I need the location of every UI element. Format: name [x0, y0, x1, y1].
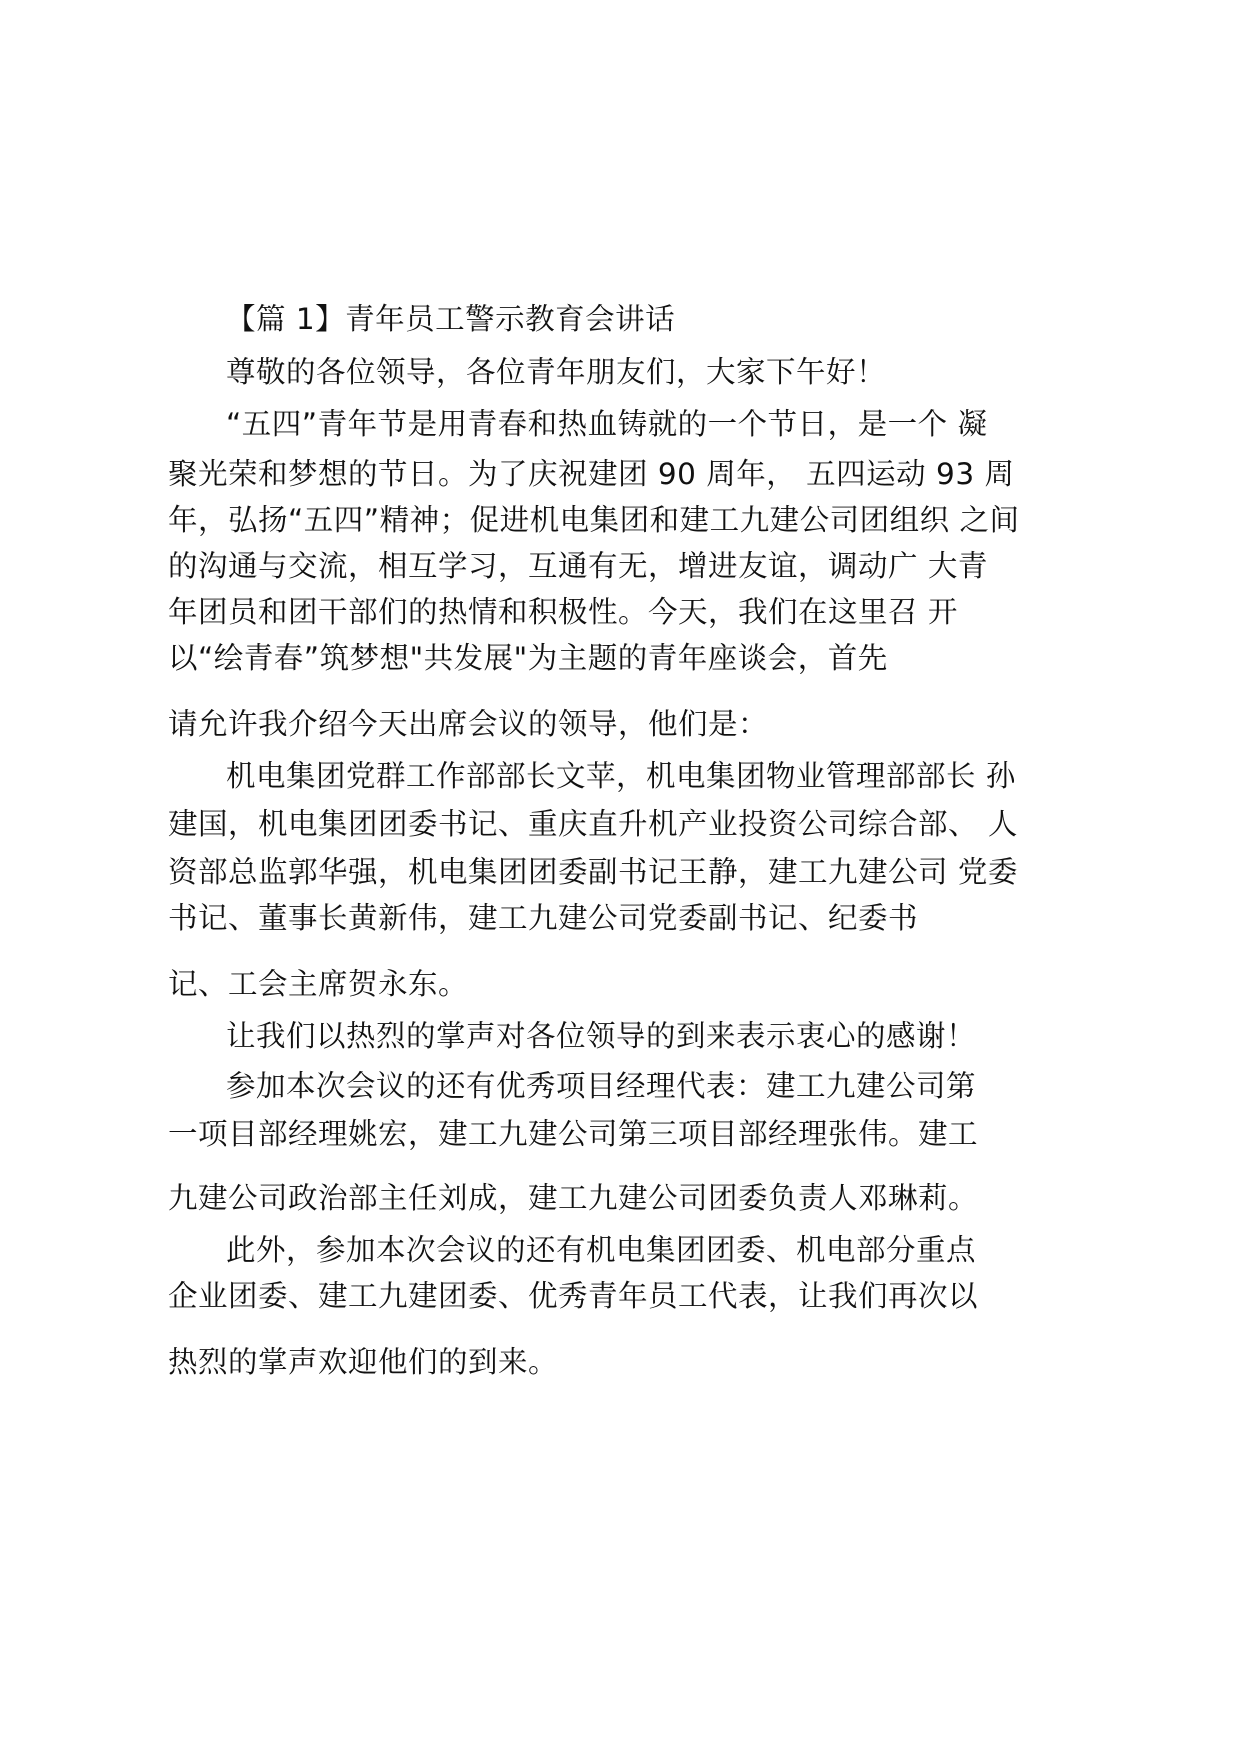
text-line: 此外，参加本次会议的还有机电集团团委、机电部分重点 [226, 1233, 977, 1267]
text-line: 记、工会主席贺永东。 [168, 967, 469, 1001]
text-line: 九建公司政治部主任刘成，建工九建公司团委负责人邓琳莉。 [168, 1181, 979, 1215]
text-line: 让我们以热烈的掌声对各位领导的到来表示衷心的感谢！ [226, 1019, 977, 1053]
text-line: 书记、董事长黄新伟，建工九建公司党委副书记、纪委书 [168, 901, 919, 935]
text-line: 的沟通与交流，相互学习，互通有无，增进友谊，调动广 大青 [168, 549, 988, 583]
text-line: 尊敬的各位领导，各位青年朋友们，大家下午好！ [226, 355, 887, 389]
text-line: 以“绘青春”筑梦想"共发展"为主题的青年座谈会，首先 [168, 641, 888, 675]
text-line: 年，弘扬“五四”精神；促进机电集团和建工九建公司团组织 之间 [168, 503, 1020, 537]
text-line: 资部总监郭华强，机电集团团委副书记王静，建工九建公司 党委 [168, 855, 1018, 889]
document-title: 【篇 1】青年员工警示教育会讲话 [226, 302, 676, 336]
text-line: 企业团委、建工九建团委、优秀青年员工代表，让我们再次以 [168, 1279, 979, 1313]
text-line: 机电集团党群工作部部长文苹，机电集团物业管理部部长 孙 [226, 759, 1016, 793]
text-line: “五四”青年节是用青春和热血铸就的一个节日，是一个 凝 [226, 407, 988, 441]
text-line: 参加本次会议的还有优秀项目经理代表：建工九建公司第 [226, 1069, 977, 1103]
text-line: 建国，机电集团团委书记、重庆直升机产业投资公司综合部、 人 [168, 807, 1018, 841]
text-line: 热烈的掌声欢迎他们的到来。 [168, 1345, 559, 1379]
text-line: 一项目部经理姚宏，建工九建公司第三项目部经理张伟。建工 [168, 1117, 979, 1151]
text-line: 聚光荣和梦想的节日。为了庆祝建团 90 周年， 五四运动 93 周 [168, 457, 1015, 491]
text-line: 请允许我介绍今天出席会议的领导，他们是： [168, 707, 769, 741]
text-line: 年团员和团干部们的热情和积极性。今天，我们在这里召 开 [168, 595, 958, 629]
